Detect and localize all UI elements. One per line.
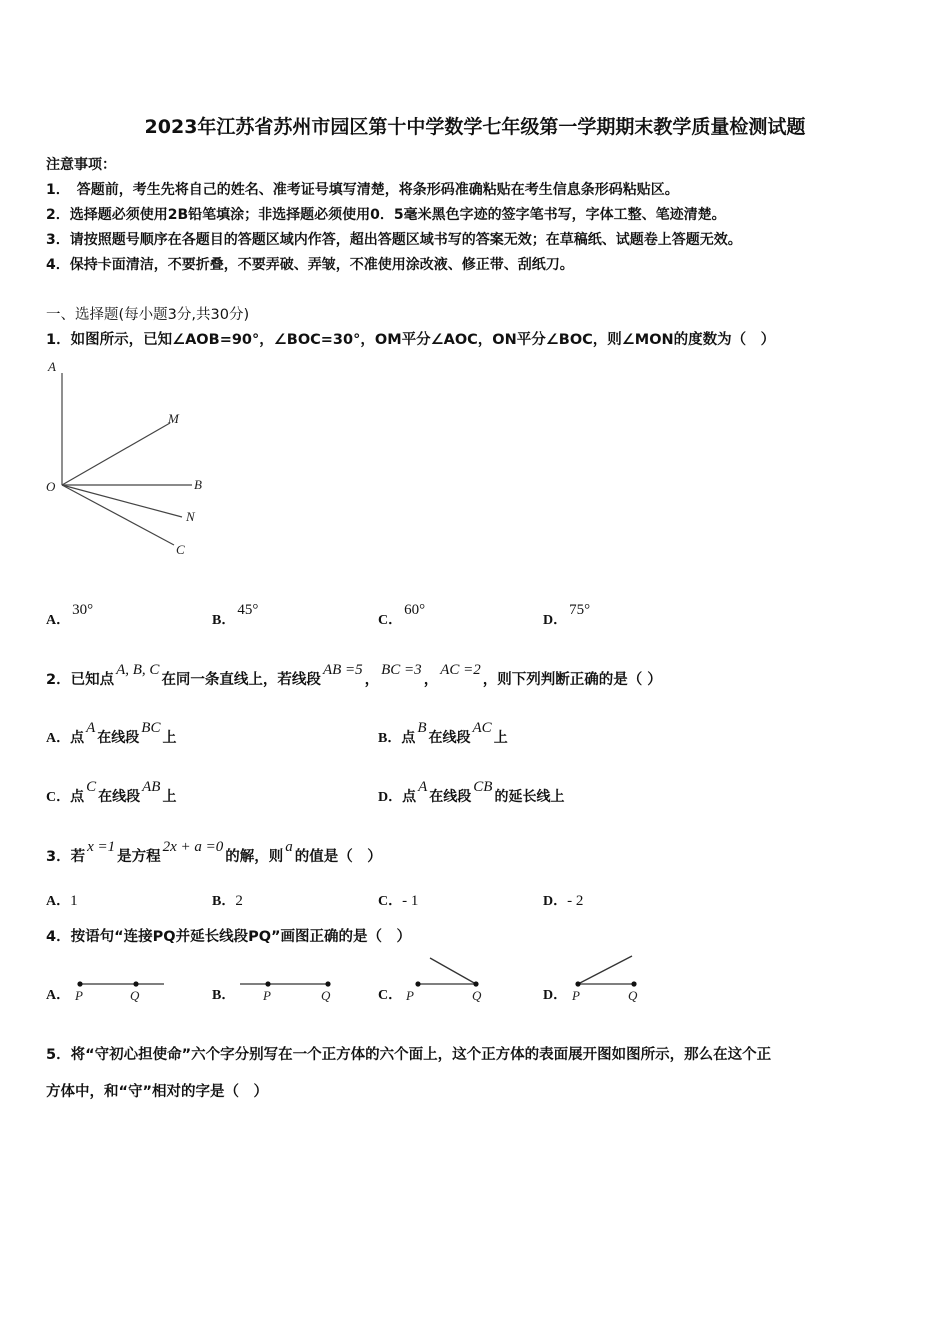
q3-part: 的解，则 bbox=[225, 849, 284, 865]
option-text: 在线段 bbox=[428, 731, 471, 746]
option-key: C．点 bbox=[46, 790, 85, 805]
ray-om bbox=[62, 423, 170, 485]
option-text: 在线段 bbox=[429, 790, 472, 805]
option-key: D． bbox=[543, 613, 568, 628]
q3-option-d[interactable] bbox=[543, 890, 583, 910]
label-n: N bbox=[186, 509, 195, 524]
q4-figure-b bbox=[236, 972, 336, 1006]
q2-part: 在同一条直线上，若线段 bbox=[161, 672, 321, 688]
q3-option-b[interactable] bbox=[212, 890, 243, 910]
q3-math: x =1 bbox=[87, 839, 116, 855]
notice-item: 1． 答题前，考生先将自己的姓名、准考证号填写清楚，将条形码准确粘贴在考生信息条形码粘贴区。 bbox=[46, 182, 679, 198]
q2-part: ， bbox=[423, 672, 439, 688]
q1-option-d[interactable] bbox=[543, 602, 592, 629]
q2-math: AB =5 bbox=[322, 662, 363, 678]
q1-option-c[interactable] bbox=[378, 602, 427, 629]
page-title: 2023年江苏省苏州市园区第十中学数学七年级第一学期期末教学质量检测试题 bbox=[144, 116, 806, 138]
point-q-label: Q bbox=[130, 988, 140, 1003]
option-text: 上 bbox=[162, 731, 177, 746]
option-math: C bbox=[86, 779, 97, 795]
notice-item: 4．保持卡面清洁，不要折叠，不要弄破、弄皱，不准使用涂改液、修正带、刮纸刀。 bbox=[46, 257, 574, 273]
point-p-label: P bbox=[406, 988, 414, 1003]
q2-math: AC =2 bbox=[440, 662, 481, 678]
q2-option-d[interactable] bbox=[378, 779, 565, 806]
q3-math: 2x + a =0 bbox=[162, 839, 224, 855]
q2-option-a[interactable] bbox=[46, 720, 177, 747]
q1-option-a[interactable] bbox=[46, 602, 95, 629]
notice-item: 3．请按照题号顺序在各题目的答题区域内作答，超出答题区域书写的答案无效；在草稿纸、试题卷上答题无效。 bbox=[46, 232, 742, 248]
option-value: 30° bbox=[72, 602, 94, 618]
question-3-text bbox=[46, 839, 382, 866]
option-key: A． bbox=[46, 613, 71, 628]
label-m: M bbox=[168, 411, 179, 426]
notice-heading: 注意事项： bbox=[46, 157, 116, 173]
q2-option-c[interactable] bbox=[46, 779, 177, 806]
q4-option-d-key[interactable]: D． bbox=[543, 988, 568, 1003]
q3-part: 的值是（ ） bbox=[294, 849, 382, 865]
label-o: O bbox=[46, 479, 56, 494]
q4-figure-d bbox=[568, 952, 668, 1006]
q3-part: 3．若 bbox=[46, 849, 86, 865]
option-value: - 1 bbox=[402, 893, 419, 909]
question-1-text: 1．如图所示，已知∠AOB=90°，∠BOC=30°，OM平分∠AOC，ON平分∠BOC，则∠MON的度数为（ ） bbox=[46, 332, 776, 348]
question-5-line-1: 5．将“守初心担使命”六个字分别写在一个正方体的六个面上，这个正方体的表面展开图如图所示，那么在这个正 bbox=[46, 1047, 772, 1063]
option-math: BC bbox=[141, 720, 161, 736]
option-key: A．点 bbox=[46, 731, 85, 746]
option-value: 60° bbox=[404, 602, 426, 618]
q3-part: 是方程 bbox=[117, 849, 161, 865]
option-value: 45° bbox=[237, 602, 259, 618]
option-key: B．点 bbox=[378, 731, 416, 746]
point-q-label: Q bbox=[628, 988, 638, 1003]
option-value: 1 bbox=[70, 893, 78, 909]
point-q-label: Q bbox=[321, 988, 331, 1003]
question-5-line-2: 方体中，和“守”相对的字是（ ） bbox=[46, 1084, 269, 1100]
angle-figure bbox=[40, 355, 220, 565]
ray-oc bbox=[62, 485, 174, 545]
q4-option-b-key[interactable]: B． bbox=[212, 988, 236, 1003]
option-key: D．点 bbox=[378, 790, 417, 805]
point-q-label: Q bbox=[472, 988, 482, 1003]
notice-item: 2．选择题必须使用2B铅笔填涂；非选择题必须使用0．5毫米黑色字迹的签字笔书写，字体工整、笔迹清楚。 bbox=[46, 207, 726, 223]
q2-part: 2．已知点 bbox=[46, 672, 115, 688]
option-key: B． bbox=[212, 894, 236, 909]
q4-option-c-key[interactable]: C． bbox=[378, 988, 403, 1003]
option-text: 上 bbox=[162, 790, 177, 805]
option-value: 75° bbox=[569, 602, 591, 618]
option-text: 在线段 bbox=[98, 790, 141, 805]
option-key: B． bbox=[212, 613, 236, 628]
option-key: D． bbox=[543, 894, 568, 909]
section-heading: 一、选择题(每小题3分,共30分) bbox=[46, 307, 250, 323]
option-math: A bbox=[86, 720, 96, 736]
q4-figure-a bbox=[72, 972, 172, 1006]
option-key: A． bbox=[46, 894, 71, 909]
option-math: CB bbox=[473, 779, 493, 795]
option-math: B bbox=[417, 720, 427, 736]
label-a: A bbox=[48, 359, 56, 374]
option-text: 在线段 bbox=[97, 731, 140, 746]
option-math: AC bbox=[472, 720, 492, 736]
question-2-text bbox=[46, 662, 662, 689]
q1-option-b[interactable] bbox=[212, 602, 260, 629]
option-value: 2 bbox=[235, 893, 243, 909]
option-key: C． bbox=[378, 613, 403, 628]
question-4-text: 4．按语句“连接PQ并延长线段PQ”画图正确的是（ ） bbox=[46, 929, 412, 945]
q3-option-a[interactable] bbox=[46, 890, 78, 910]
point-p-label: P bbox=[263, 988, 271, 1003]
label-c: C bbox=[176, 542, 185, 557]
option-key: C． bbox=[378, 894, 403, 909]
q2-math: BC =3 bbox=[381, 662, 422, 678]
q2-part: ，则下列判断正确的是（ ） bbox=[482, 672, 662, 688]
q4-figure-c bbox=[400, 952, 500, 1006]
option-math: AB bbox=[142, 779, 161, 795]
q2-math: A, B, C bbox=[116, 662, 160, 678]
q4-option-a-key[interactable]: A． bbox=[46, 988, 71, 1003]
q2-option-b[interactable] bbox=[378, 720, 508, 747]
option-value: - 2 bbox=[567, 893, 584, 909]
point-p-label: P bbox=[572, 988, 580, 1003]
option-text: 上 bbox=[493, 731, 508, 746]
point-p-label: P bbox=[75, 988, 83, 1003]
q3-option-c[interactable] bbox=[378, 890, 418, 910]
option-text: 的延长线上 bbox=[494, 790, 565, 805]
q2-part: ， bbox=[364, 672, 380, 688]
q3-math: a bbox=[285, 839, 293, 855]
ray-on bbox=[62, 485, 182, 517]
option-math: A bbox=[418, 779, 428, 795]
label-b: B bbox=[194, 477, 202, 492]
